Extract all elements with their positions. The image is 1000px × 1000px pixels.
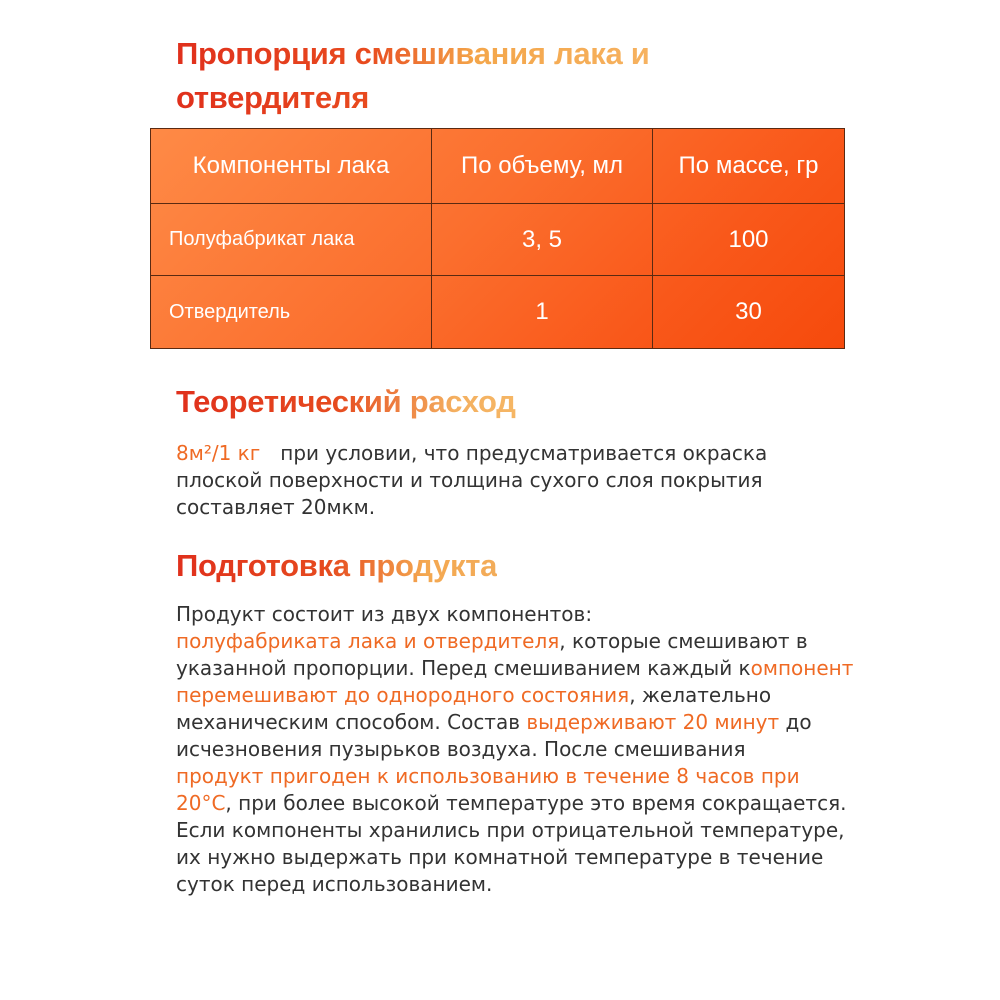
table-row [151, 276, 845, 349]
consumption-paragraph [176, 440, 836, 521]
consumption-rate: 8м²/1 кг [176, 441, 261, 465]
prep-text-4: до исчезновения пузырьков воздуха. После смешивания [176, 710, 812, 761]
prep-text-1: Продукт состоит из двух компонентов: [176, 602, 593, 626]
row-volume: 3, 5 [432, 203, 653, 276]
row-name: Полуфабрикат лака [151, 203, 432, 276]
consumption-text: при условии, что предусматривается окраска плоской поверхности и толщина сухого слоя покрытия составляет 20мкм. [176, 441, 768, 519]
preparation-title: Подготовка продукта [176, 544, 497, 588]
prep-text-3: , желательно механическим способом. Состав [176, 683, 772, 734]
table-row [151, 203, 845, 276]
header-volume: По объему, мл [432, 129, 653, 204]
row-name: Отвердитель [151, 276, 432, 349]
mix-proportion-table [150, 128, 845, 349]
mix-proportion-title: Пропорция смешивания лака и отвердителя [176, 32, 736, 120]
prep-text-2: , которые смешивают в указанной пропорции. Перед смешиванием каждый к [176, 629, 808, 680]
prep-highlight-4: продукт пригоден к использованию в течение 8 часов при 20°С [176, 764, 800, 815]
prep-highlight-3: выдерживают 20 минут [526, 710, 780, 734]
row-volume: 1 [432, 276, 653, 349]
header-mass: По массе, гр [653, 129, 845, 204]
prep-highlight-1: полуфабриката лака и отвердителя [176, 629, 560, 653]
header-components: Компоненты лака [151, 129, 432, 204]
table-header-row [151, 129, 845, 204]
row-mass: 30 [653, 276, 845, 349]
consumption-title: Теоретический расход [176, 380, 516, 424]
prep-text-5: , при более высокой температуре это время сокращается. Если компоненты хранились при отрицательной температуре, их нужно выдержать при комнатной температуре в течение суток перед использованием. [176, 791, 847, 896]
prep-highlight-2: омпонент перемешивают до однородного состояния [176, 656, 854, 707]
row-mass: 100 [653, 203, 845, 276]
preparation-paragraph [176, 601, 856, 898]
